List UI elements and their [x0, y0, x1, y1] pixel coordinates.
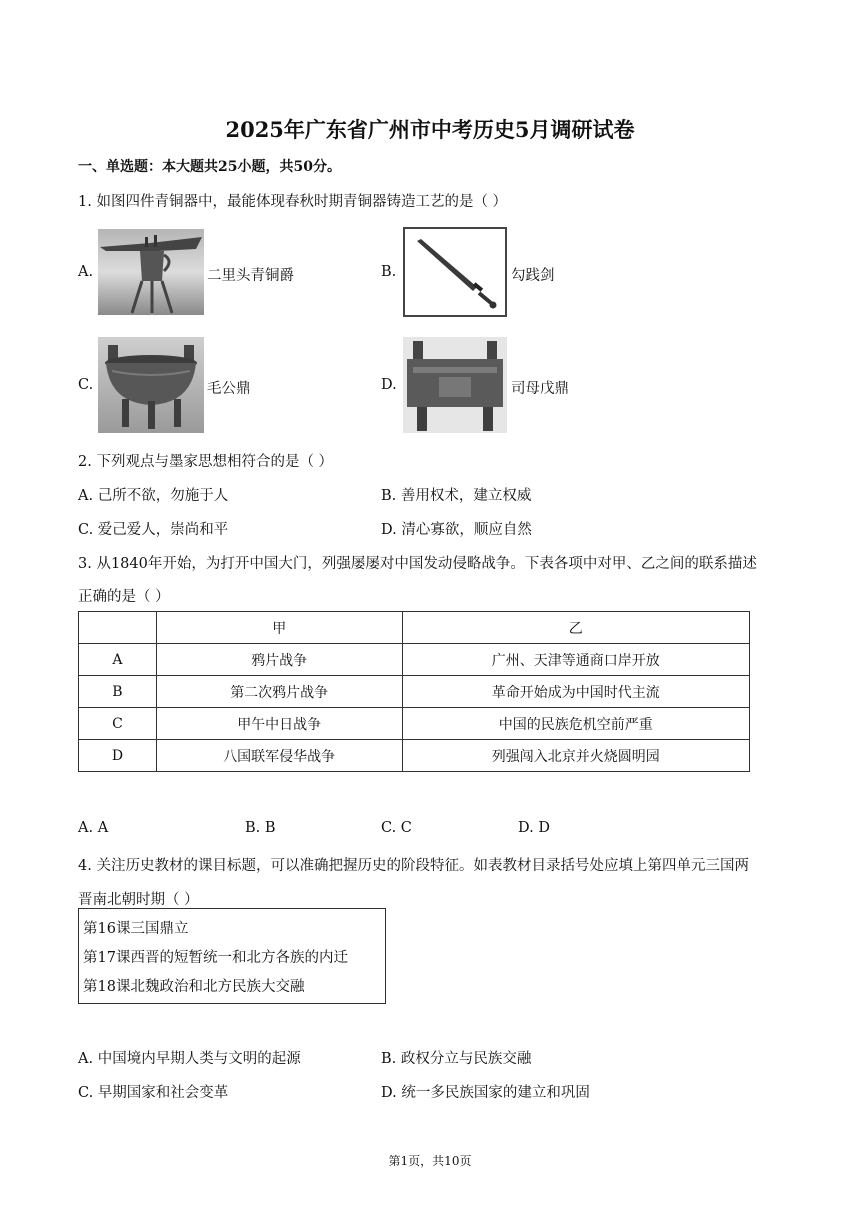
q4-option-b: B. 政权分立与民族交融 [381, 1051, 532, 1067]
q3-table [78, 611, 750, 772]
q1-option-d-caption: 司母戊鼎 [511, 381, 569, 397]
table-cell: 广州、天津等通商口岸开放 [402, 644, 750, 676]
q4-option-a: A. 中国境内早期人类与文明的起源 [78, 1051, 301, 1067]
table-cell: 列强闯入北京并火烧圆明园 [402, 740, 750, 772]
table-header-cell [79, 612, 157, 644]
table-row [79, 644, 750, 676]
toc-item: 第18课北魏政治和北方民族大交融 [83, 979, 305, 995]
table-header-cell: 甲 [156, 612, 402, 644]
q1-option-c-letter: C. [78, 377, 94, 393]
page-title: 2025年广东省广州市中考历史5月调研试卷 [225, 117, 635, 142]
question-4-stem-line1: 4. 关注历史教材的课目标题，可以准确把握历史的阶段特征。如表教材目录括号处应填上第四单元三国两 [78, 858, 749, 874]
q2-option-c: C. 爱己爱人，崇尚和平 [78, 522, 229, 538]
table-cell: A [79, 644, 157, 676]
table-cell: 甲午中日战争 [156, 708, 402, 740]
question-4-stem-line2: 晋南北朝时期（ ） [78, 892, 199, 908]
q2-option-d: D. 清心寡欲，顺应自然 [381, 522, 532, 538]
textbook-toc-box [78, 908, 386, 1004]
q2-option-b: B. 善用权术，建立权威 [381, 488, 532, 504]
bronze-jue-image [98, 229, 204, 315]
table-cell: B [79, 676, 157, 708]
table-cell: 第二次鸦片战争 [156, 676, 402, 708]
q2-option-a: A. 己所不欲，勿施于人 [78, 488, 229, 504]
section-heading: 一、单选题：本大题共25小题，共50分。 [78, 159, 341, 175]
q3-option-c: C. C [381, 820, 412, 836]
table-cell: C [79, 708, 157, 740]
table-header-row [79, 612, 750, 644]
table-cell: 八国联军侵华战争 [156, 740, 402, 772]
q3-option-a: A. A [78, 820, 109, 836]
table-row [79, 708, 750, 740]
simuwu-ding-image [403, 337, 507, 433]
page-footer: 第1页，共10页 [388, 1154, 472, 1168]
table-row [79, 740, 750, 772]
q4-option-c: C. 早期国家和社会变革 [78, 1085, 229, 1101]
question-2-stem: 2. 下列观点与墨家思想相符合的是（ ） [78, 454, 334, 470]
maogong-ding-image [98, 337, 204, 433]
q4-option-d: D. 统一多民族国家的建立和巩固 [381, 1085, 590, 1101]
table-cell: 革命开始成为中国时代主流 [402, 676, 750, 708]
q1-option-d-letter: D. [381, 377, 397, 393]
q1-option-a-caption: 二里头青铜爵 [207, 268, 294, 284]
q1-option-a-letter: A. [78, 264, 94, 280]
question-3-stem-line1: 3. 从1840年开始，为打开中国大门，列强屡屡对中国发动侵略战争。下表各项中对甲、乙之间的联系描述 [78, 556, 757, 572]
table-row [79, 676, 750, 708]
q1-option-b-letter: B. [381, 264, 397, 280]
question-1-stem: 1. 如图四件青铜器中，最能体现春秋时期青铜器铸造工艺的是（ ） [78, 194, 508, 210]
q3-option-b: B. B [245, 820, 276, 836]
q1-option-c-caption: 毛公鼎 [207, 381, 251, 397]
question-3-stem-line2: 正确的是（ ） [78, 589, 170, 605]
goujian-sword-image [403, 227, 507, 317]
toc-item: 第16课三国鼎立 [83, 921, 189, 937]
table-header-cell: 乙 [402, 612, 750, 644]
q1-option-b-caption: 勾践剑 [511, 268, 555, 284]
toc-item: 第17课西晋的短暂统一和北方各族的内迁 [83, 950, 348, 966]
table-cell: 中国的民族危机空前严重 [402, 708, 750, 740]
table-cell: 鸦片战争 [156, 644, 402, 676]
table-cell: D [79, 740, 157, 772]
q3-option-d: D. D [518, 820, 550, 836]
